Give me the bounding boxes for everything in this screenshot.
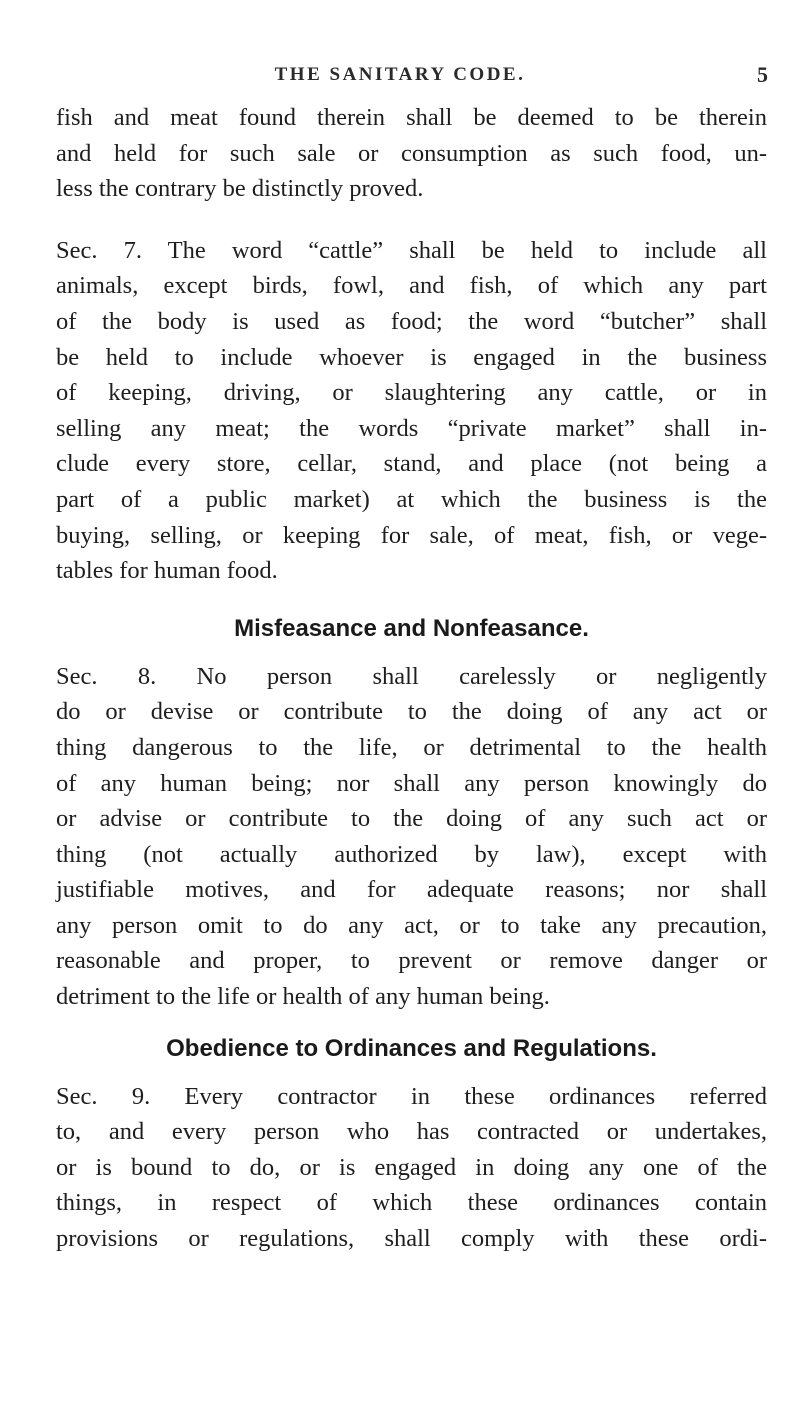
text-line: less the contrary be distinctly proved.: [56, 175, 424, 203]
text-line: fish and meat found therein shall be deemed to be therein: [56, 104, 767, 131]
text-line: any person omit to do any act, or to take any precaution,: [56, 911, 767, 939]
text-line: be held to include whoever is engaged in the business: [56, 343, 767, 371]
text-line: clude every store, cellar, stand, and place (not being a: [56, 450, 767, 478]
text-line: and held for such sale or consumption as such food, un-: [56, 139, 767, 167]
text-line: justifiable motives, and for adequate reasons; nor shall: [56, 876, 767, 904]
text-line: Sec. 8. No person shall carelessly or negligently: [56, 662, 767, 690]
paragraph-gap: [56, 207, 767, 233]
text-line: provisions or regulations, shall comply with these ordi-: [56, 1225, 767, 1253]
text-line: to, and every person who has contracted or undertakes,: [56, 1118, 767, 1146]
text-line: do or devise or contribute to the doing of any act or: [56, 698, 767, 726]
section-heading-obedience: Obedience to Ordinances and Regulations.: [166, 1034, 657, 1062]
text-column: [56, 100, 767, 1257]
text-line: buying, selling, or keeping for sale, of meat, fish, or vege-: [56, 521, 767, 549]
text-line: or is bound to do, or is engaged in doing any one of the: [56, 1153, 767, 1181]
text-line: of any human being; nor shall any person knowingly do: [56, 769, 767, 797]
text-line: of keeping, driving, or slaughtering any cattle, or in: [56, 379, 767, 407]
text-line: thing dangerous to the life, or detrimental to the health: [56, 733, 767, 761]
text-line: or advise or contribute to the doing of any such act or: [56, 805, 767, 833]
text-line: thing (not actually authorized by law), except with: [56, 840, 767, 868]
text-line: things, in respect of which these ordinances contain: [56, 1189, 767, 1217]
paragraph-gap: [56, 1015, 767, 1029]
section-heading-misfeasance: Misfeasance and Nonfeasance.: [234, 614, 589, 642]
text-line: part of a public market) at which the business is the: [56, 485, 767, 513]
running-head: [0, 60, 800, 100]
text-line: tables for human food.: [56, 557, 278, 585]
section-7: [56, 233, 767, 589]
running-title: THE SANITARY CODE.: [274, 64, 526, 85]
text-line: selling any meat; the words “private market” shall in-: [56, 414, 767, 442]
text-line: animals, except birds, fowl, and fish, of which any part: [56, 272, 767, 300]
text-line: detriment to the life or health of any human being.: [56, 983, 550, 1011]
text-line: Sec. 7. The word “cattle” shall be held to include all: [56, 236, 767, 264]
section-8: [56, 659, 767, 1015]
text-line: Sec. 9. Every contractor in these ordinances referred: [56, 1082, 767, 1110]
text-line: reasonable and proper, to prevent or remove danger or: [56, 947, 767, 975]
text-line: of the body is used as food; the word “butcher” shall: [56, 307, 767, 335]
paragraph-continuation: [56, 100, 767, 207]
page-number: 5: [757, 62, 768, 87]
section-9: [56, 1079, 767, 1257]
paragraph-gap: [56, 589, 767, 609]
